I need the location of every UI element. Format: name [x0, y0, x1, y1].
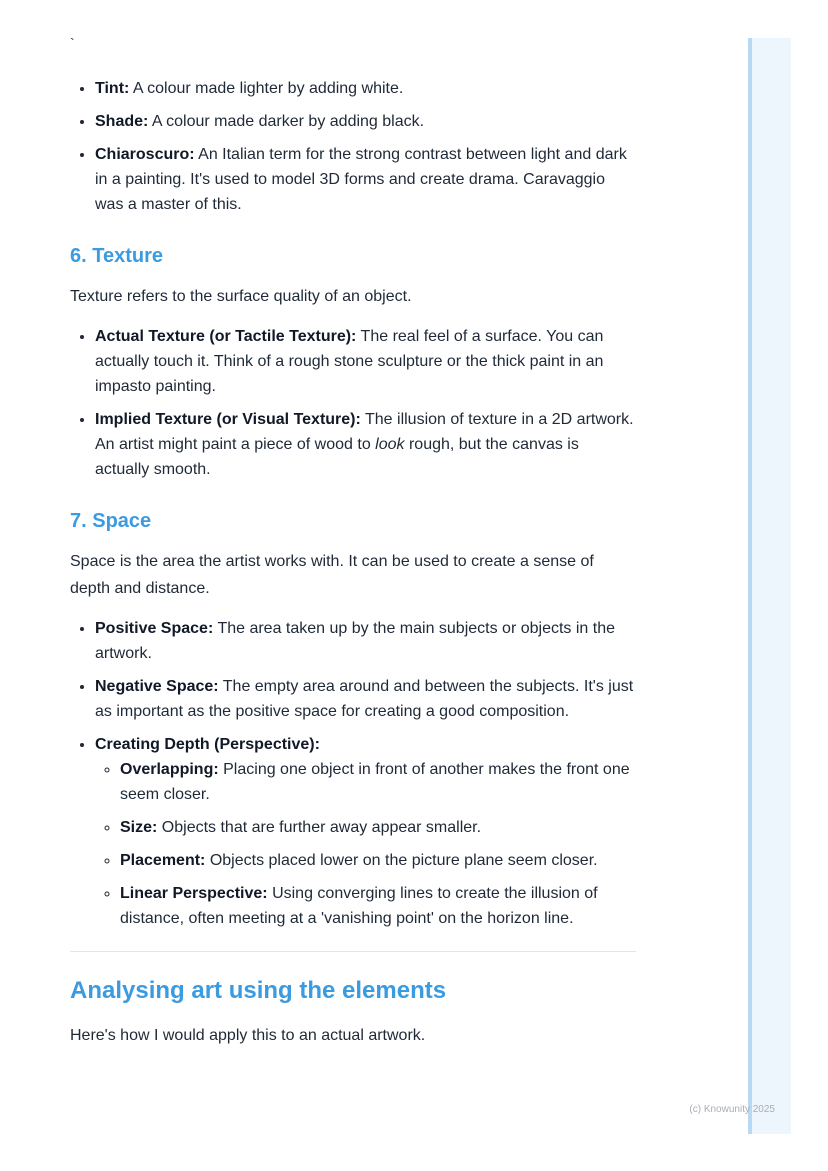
- term-text: An Italian term for the strong contrast between light and dark in a painting. It's used to model 3D forms and create drama. Caravaggio was a master of this.: [95, 146, 627, 213]
- space-list: [70, 616, 636, 931]
- section-heading-texture: 6. Texture: [70, 245, 163, 267]
- list-item-linear-perspective: [120, 881, 636, 931]
- analysing-intro: Here's how I would apply this to an actual artwork.: [70, 1027, 426, 1044]
- side-panel: [748, 38, 791, 1134]
- texture-list: [70, 324, 636, 482]
- emphasis-text: look: [375, 436, 405, 453]
- texture-intro: Texture refers to the surface quality of an object.: [70, 288, 412, 305]
- term-text: Using converging lines to create the illusion of distance, often meeting at a 'vanishing point' on the horizon line.: [120, 885, 598, 927]
- colour-terms-list: [70, 76, 636, 217]
- document-content: [70, 36, 636, 1063]
- term-text: The area taken up by the main subjects or objects in the artwork.: [95, 620, 615, 662]
- depth-techniques-list: [95, 757, 636, 931]
- term-text: The illusion of texture in a 2D artwork. An artist might paint a piece of wood to: [95, 411, 634, 453]
- term-text: The real feel of a surface. You can actually touch it. Think of a rough stone sculpture or the thick paint in an impasto painting.: [95, 328, 604, 395]
- list-item-shade: [95, 109, 636, 134]
- term-label: Chiaroscuro:: [95, 146, 195, 163]
- list-item-tint: [95, 76, 636, 101]
- section-heading-analysing: Analysing art using the elements: [70, 977, 447, 1004]
- term-label: Actual Texture (or Tactile Texture):: [95, 328, 357, 345]
- term-label: Placement:: [120, 852, 206, 869]
- term-text: rough, but the canvas is actually smooth.: [95, 436, 579, 478]
- list-item-chiaroscuro: [95, 142, 636, 217]
- section-divider: [70, 951, 636, 952]
- list-item-negative-space: [95, 674, 636, 724]
- term-text: Placing one object in front of another makes the front one seem closer.: [120, 761, 630, 803]
- list-item-size: [120, 815, 636, 840]
- term-label: Positive Space:: [95, 620, 214, 637]
- term-label: Tint:: [95, 80, 130, 97]
- list-item-placement: [120, 848, 636, 873]
- term-text: A colour made darker by adding black.: [148, 113, 425, 130]
- term-text: The empty area around and between the subjects. It's just as important as the positive space for creating a good composition.: [95, 678, 634, 720]
- term-label: Linear Perspective:: [120, 885, 268, 902]
- list-item-creating-depth: [95, 732, 636, 931]
- term-label: Overlapping:: [120, 761, 219, 778]
- term-label: Negative Space:: [95, 678, 219, 695]
- space-intro: Space is the area the artist works with. It can be used to create a sense of depth and distance.: [70, 553, 594, 597]
- list-item-implied-texture: [95, 407, 636, 482]
- term-label: Creating Depth (Perspective):: [95, 736, 320, 753]
- list-item-actual-texture: [95, 324, 636, 399]
- list-item-overlapping: [120, 757, 636, 807]
- section-heading-space: 7. Space: [70, 510, 152, 532]
- term-text: Objects placed lower on the picture plane seem closer.: [205, 852, 598, 869]
- term-label: Shade:: [95, 113, 149, 130]
- list-item-positive-space: [95, 616, 636, 666]
- term-label: Size:: [120, 819, 158, 836]
- stray-mark: `: [70, 35, 75, 51]
- copyright-footer: (c) Knowunity 2025: [689, 1104, 775, 1115]
- term-text: A colour made lighter by adding white.: [129, 80, 404, 97]
- term-label: Implied Texture (or Visual Texture):: [95, 411, 361, 428]
- term-text: Objects that are further away appear smaller.: [157, 819, 482, 836]
